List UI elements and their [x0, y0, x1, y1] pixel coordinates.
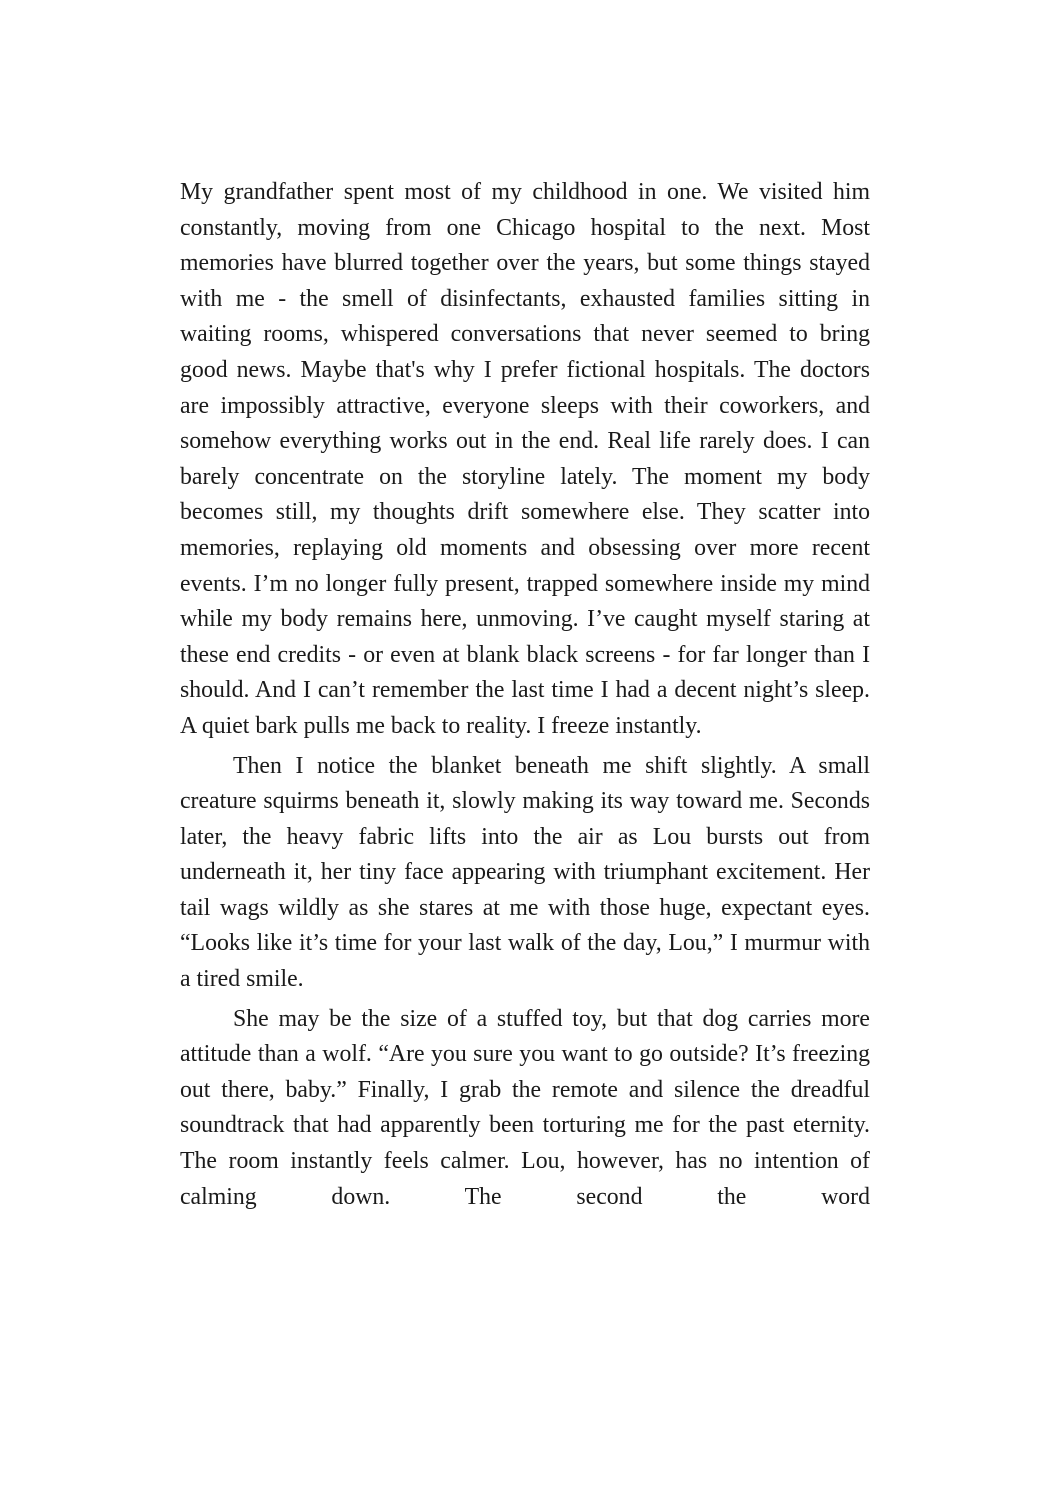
body-paragraph: She may be the size of a stuffed toy, but that dog carries more attitude than a wolf. “Are you sure you want to go outside? It’s freezing out there, baby.” Finally, I grab the remote and silence the dreadful soundtrack that had apparently been torturing me for the past eternity. The room instantly feels calmer. Lou, however, has no intention of calming down. The second the word [180, 1005, 870, 1210]
body-paragraph: Then I notice the blanket beneath me shift slightly. A small creature squirms beneath it, slowly making its way toward me. Seconds later, the heavy fabric lifts into the air as Lou bursts out from underneath it, her tiny face appearing with triumphant excitement. Her tail wags wildly as she stares at me with those huge, expectant eyes. “Looks like it’s time for your last walk of the day, Lou,” I murmur with a tired smile. [180, 752, 870, 993]
document-page [180, 175, 870, 1219]
body-paragraph: My grandfather spent most of my childhood in one. We visited him constantly, moving from one Chicago hospital to the next. Most memories have blurred together over the years, but some things stayed with me - the smell of disinfectants, exhausted families sitting in waiting rooms, whispered conversations that never seemed to bring good news. Maybe that's why I prefer fictional hospitals. The doctors are impossibly attractive, everyone sleeps with their coworkers, and somehow everything works out in the end. Real life rarely does. I can barely concentrate on the storyline lately. The moment my body becomes still, my thoughts drift somewhere else. They scatter into memories, replaying old moments and obsessing over more recent events. I’m no longer fully present, trapped somewhere inside my mind while my body remains here, unmoving. I’ve caught myself staring at these end credits - or even at blank black screens - for far longer than I should. And I can’t remember the last time I had a decent night’s sleep. A quiet bark pulls me back to reality. I freeze instantly. [180, 179, 870, 739]
